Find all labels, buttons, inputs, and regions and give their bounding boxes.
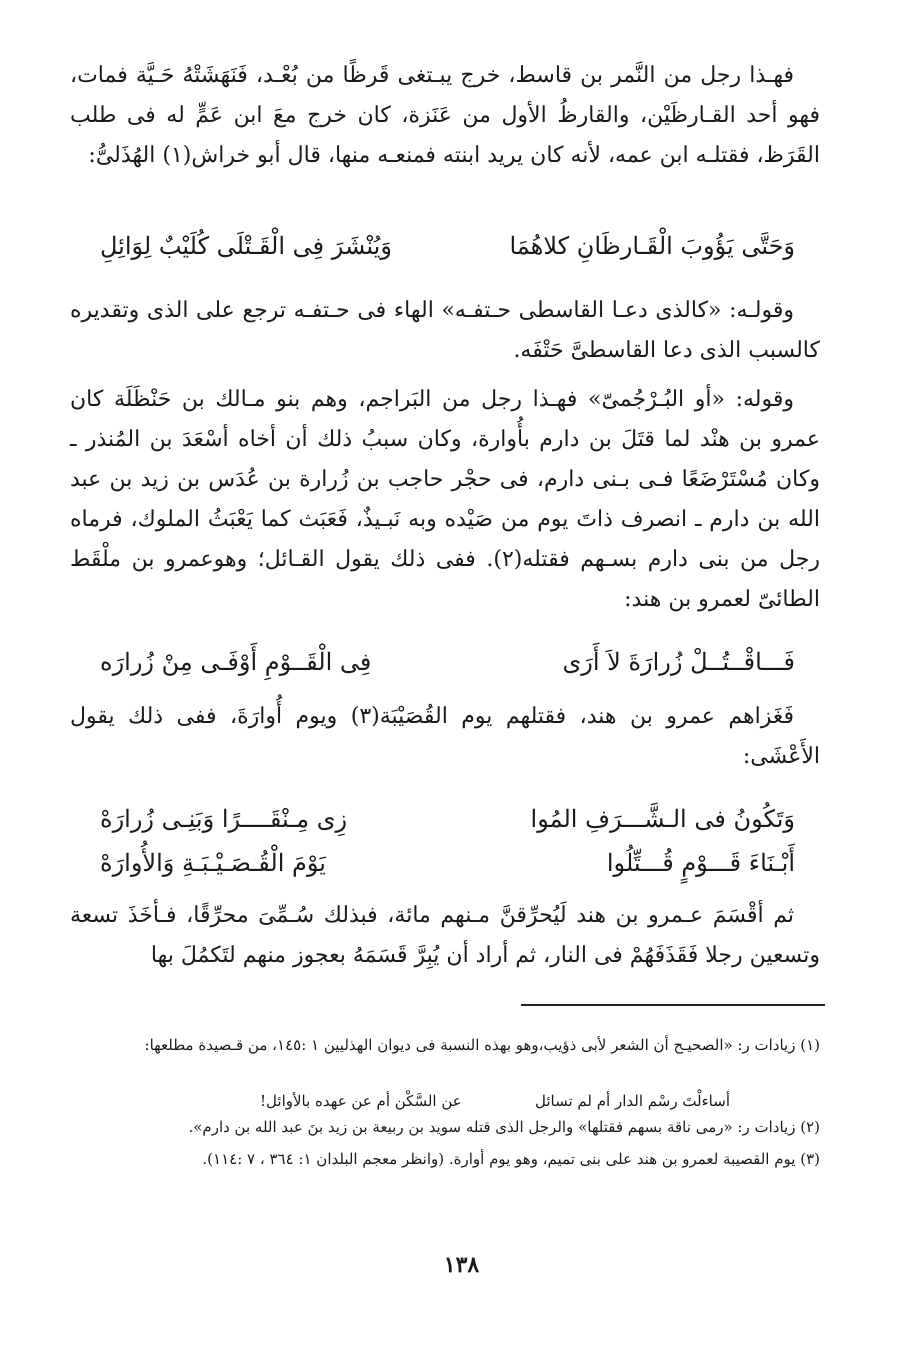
footnote-1: (١) زيادات ر: «الصحيـح أن الشعر لأبى ذؤيب،وهو بهذه النسبة فى ديوان الهذليين ١ :١٤٥، من قـصيدة مطلعها: <box>144 1036 820 1054</box>
footnote-verse <box>70 1092 820 1116</box>
paragraph-3-block <box>70 380 820 620</box>
verse-line <box>70 648 820 692</box>
paragraph-1-block <box>70 56 820 176</box>
page-number: ١٣٨ <box>443 1252 480 1278</box>
verse-hemistich-left: وَيُنْشَرَ فِى الْقَـتْلَى كُلَيْبٌ لِوَائِلِ <box>100 232 392 260</box>
verse-line <box>70 805 820 849</box>
verse-hemistich-right: أَبْـنَاءَ قَـــوْمٍ قُـــتِّلُوا <box>606 849 795 877</box>
paragraph: وقولـه: «كالذى دعـا القاسطى حـتفـه» الهاء فى حـتفـه ترجع على الذى وتقديره كالسبب الذى دعا القاسطىَّ حَتْفَه. <box>70 298 820 363</box>
footnote-verse-left: عن السَّكْن أم عن عهده بالأوائل! <box>260 1092 462 1110</box>
footnote-2: (٢) زيادات ر: «رمى ناقة بسهم فقتلها» والرجل الذى قتله سويد بن ربيعة بن زيد بنَ عبد الله بن دارم». <box>188 1118 820 1136</box>
verse-line <box>70 232 820 276</box>
footnote-3-block <box>70 1148 820 1170</box>
paragraph-4-block <box>70 697 820 777</box>
footnote-separator <box>521 1004 825 1006</box>
footnote-3: (٣) يوم القصيبة لعمرو بن هند على بنى تميم، وهو يوم أوارة. (وانظر معجم البلدان ١: ٣٦٤ ، ٧ :١١٤). <box>202 1150 820 1168</box>
paragraph-5-block <box>70 896 820 976</box>
verse-hemistich-right: وَحَتَّى يَؤُوبَ الْقَـارظَانِ كلاهُمَا <box>509 232 795 260</box>
paragraph: فَغَزاهم عمرو بن هند، فقتلهم يوم القُصَيْبَة(٣) ويوم أُوارَةَ، ففى ذلك يقول الأَعْشَى: <box>70 704 820 769</box>
verse-hemistich-left: فِى الْقَــوْمِ أَوْفَـى مِنْ زُرارَه <box>100 648 372 676</box>
verse-hemistich-left: زِى مِـنْقَــــرًا وَبَنِـى زُرارَهْ <box>100 805 348 833</box>
verse-hemistich-right: فَـــاقْــتُــلْ زُرارَةَ لاَ أَرَى <box>562 648 795 676</box>
verse-line <box>70 849 820 893</box>
footnote-1-block <box>70 1034 820 1056</box>
paragraph: فهـذا رجل من النَّمر بن قاسط، خرج يبـتغى قَرظًا من بُعْـد، فَنَهَشَتْهُ حَـيَّة فمات، فهو أحد القـارظَيْن، والقارظُ الأول من عَنَزة، كان خرج معَ ابن عَمٍّ له فى طلب القَرَظ، فقتلـه ابن عمه، لأنه كان يريد ابنته فمنعـه منها، قال أبو خراش(١) الهُذَلىُّ: <box>70 63 821 168</box>
paragraph: وقوله: «أو البُـرْجُمىّ» فهـذا رجل من البَراجم، وهم بنو مـالك بن حَنْظَلَة كان عمرو بن هنْد لما قتَلَ بن دارم بأُوارة، وكان سببُ ذلك أن أخاه أسْعَدَ بن المُنذر ـ وكان مُسْتَرْضَعًا فـى بـنى دارم، فى حجْر حاجب بن زُرارة بن عُدَس بن زيد بن عبد الله بن دارم ـ انصرف ذاتَ يوم من صَيْده وبه نَبـيذٌ، فَعَبَث كما يَعْبَثُ الملوك، فرماه رجل من بنى دارم بسـهم فقتله(٢). ففى ذلك يقول القـائل؛ وهوعمرو بن ملْقَط الطائىّ لعمرو بن هند: <box>70 387 821 612</box>
verse-hemistich-right: وَتَكُونُ فى الـشَّـــرَفِ المُوا <box>530 805 795 833</box>
verse-hemistich-left: يَوْمَ الْقُـصَـيْـبَـةِ وَالأُوارَهْ <box>100 849 326 877</box>
paragraph-2-block <box>70 291 820 371</box>
paragraph: ثم أقْسَمَ عـمرو بن هند لَيُحرِّقنَّ مـنهم مائة، فبذلك سُـمِّىَ محرِّقًا، فـأخَذَ تسعة وتسعين رجلا فَقَذَفَهُمْ فى النار، ثم أراد أن يُبِرَّ قَسَمَهُ بعجوز منهم لتَكمُلَ بها <box>70 903 820 968</box>
footnote-2-block <box>70 1116 820 1138</box>
footnote-verse-right: أساءلْتَ رسْم الدار أم لم تسائل <box>535 1092 730 1110</box>
